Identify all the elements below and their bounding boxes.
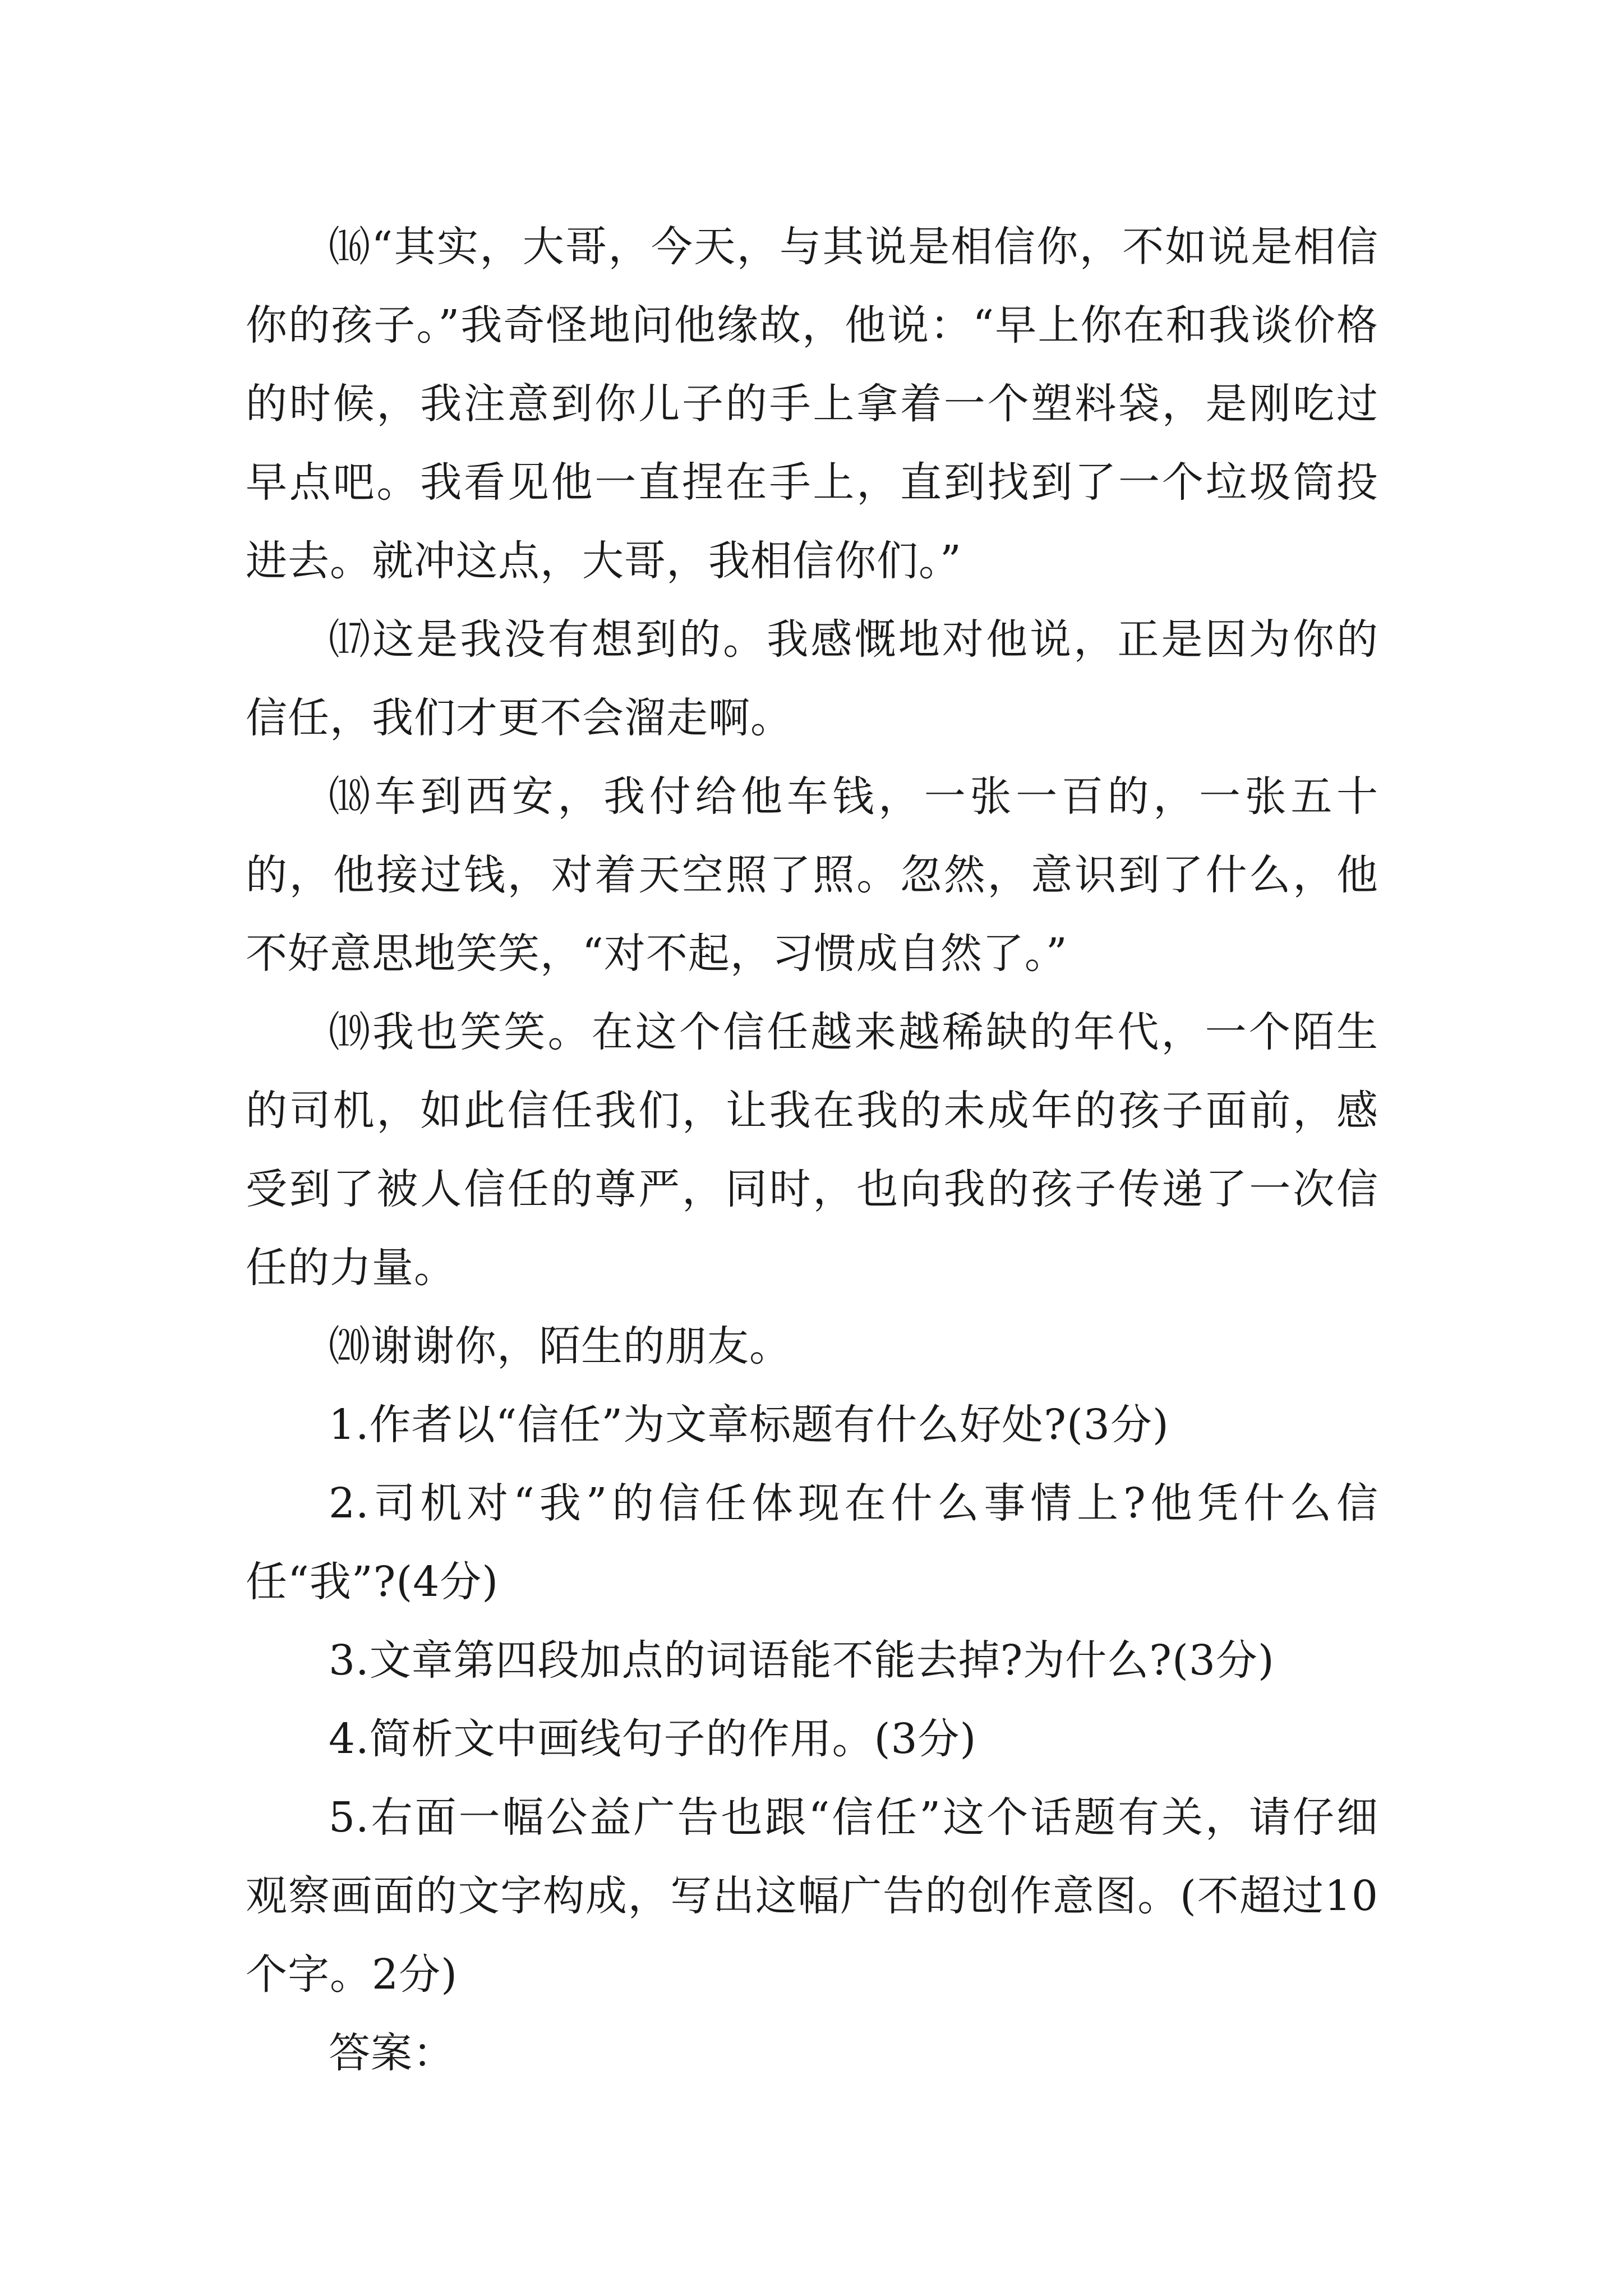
paragraph-20: ⒇谢谢你，陌生的朋友。 [329,1322,791,1370]
document-page [246,208,1378,2092]
paragraph-16: ⒃“其实，大哥，今天，与其说是相信你，不如说是相信你的孩子。”我奇怪地问他缘故，他说：“早上你在和我谈价格的时候，我注意到你儿子的手上拿着一个塑料袋，是刚吃过早点吧。我看见他一直捏在手上，直到找到了一个垃圾筒投进去。就冲这点，大哥，我相信你们。” [246,223,1378,585]
question-5: 5.右面一幅公益广告也跟“信任”这个话题有关，请仔细观察画面的文字构成，写出这幅广告的创作意图。(不超过10个字。2分) [246,1793,1378,1999]
question-4: 4.简析文中画线句子的作用。(3分) [329,1715,977,1763]
question-1: 1.作者以“信任”为文章标题有什么好处?(3分) [329,1401,1169,1449]
question-3: 3.文章第四段加点的词语能不能去掉?为什么?(3分) [329,1636,1275,1685]
question-2: 2.司机对“我”的信任体现在什么事情上?他凭什么信任“我”?(4分) [246,1479,1378,1606]
answer-label: 答案： [329,2029,455,2077]
paragraph-17: ⒄这是我没有想到的。我感慨地对他说，正是因为你的信任，我们才更不会溜走啊。 [246,615,1378,742]
paragraph-19: ⒆我也笑笑。在这个信任越来越稀缺的年代，一个陌生的司机，如此信任我们，让我在我的未成年的孩子面前，感受到了被人信任的尊严，同时，也向我的孩子传递了一次信任的力量。 [246,1008,1378,1292]
paragraph-18: ⒅车到西安，我付给他车钱，一张一百的，一张五十的，他接过钱，对着天空照了照。忽然，意识到了什么，他不好意思地笑笑，“对不起，习惯成自然了。” [246,772,1378,978]
